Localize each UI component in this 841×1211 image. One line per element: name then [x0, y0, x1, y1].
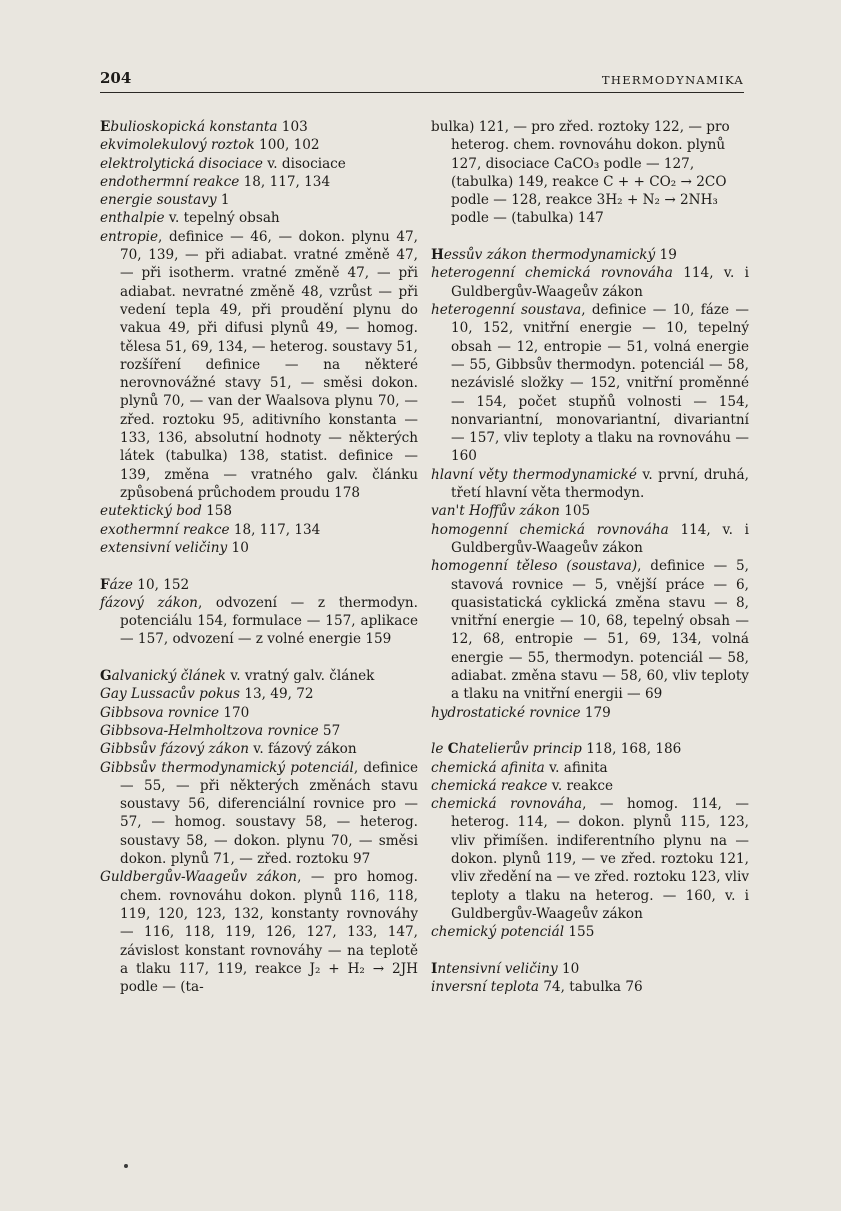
entry-term: fázový zákon [100, 594, 198, 611]
index-entry [100, 136, 418, 154]
index-entry [100, 173, 418, 191]
index-entry [431, 521, 749, 558]
section-gap [431, 228, 749, 246]
entry-term: exothermní reakce [100, 521, 230, 538]
entry-references: 118, 168, 186 [581, 741, 682, 758]
entry-references: 10, 152 [132, 576, 190, 593]
entry-term: bulioskopická konstanta [110, 119, 278, 135]
index-entry [100, 722, 418, 740]
entry-term: chemická rovnováha [431, 796, 583, 813]
entry-references: , definice — 55, — při některých změnách stavu soustavy 56, diferenciální rovnice pro — 57, — homog. soustavy 58, — heterog. soustavy 58, — dokon. plynu 70, — směsi dokon. plynů 71, — zřed. roztoku 97 [120, 759, 418, 868]
index-column-right [431, 118, 749, 997]
section-initial: I [431, 960, 438, 977]
entry-references: v. disociace [262, 155, 346, 172]
entry-references: 18, 117, 134 [229, 521, 321, 538]
entry-term: heterogenní soustava [431, 302, 582, 319]
index-entry [431, 502, 749, 520]
entry-term: Gibbsův thermodynamický potenciál [100, 759, 354, 776]
entry-term: ntensivní veličiny [437, 960, 558, 977]
index-column-left [100, 118, 418, 996]
entry-references: 10 [557, 960, 580, 977]
print-speck [124, 1164, 128, 1168]
entry-term: hlavní věty thermodynamické [431, 466, 637, 483]
index-entry [431, 704, 749, 722]
entry-references: 170 [219, 704, 250, 721]
index-entry [431, 740, 749, 758]
entry-term: chemická afinita [431, 759, 545, 776]
index-entry [431, 557, 749, 703]
entry-references: bulka) 121, — pro zřed. roztoky 122, — pro heterog. chem. rovnováhu dokon. plynů 127, disociace CaCO₃ podle — 127, (tabulka) 149, reakce C + + CO₂ → 2CO podle — 128, reakce 3H₂ + N₂ → 2NH₃ podle — (tabulka) 147 [431, 119, 730, 227]
section-gap [431, 722, 749, 740]
section-initial: G [100, 668, 112, 685]
entry-references: 114, v. i Guldbergův-Waageův zákon [451, 265, 749, 300]
section-initial: H [431, 247, 444, 264]
entry-term: homogenní chemická rovnováha [431, 521, 669, 538]
entry-references: 19 [655, 247, 677, 264]
entry-references: , definice — 5, stavová rovnice — 5, vnější práce — 6, quasistatická cyklická změna stavu — 8, vnitřní energie — 10, 68, tepelný obsah — 12, 68, entropie — 51, 69, 134, volná energie — 55, thermodyn. potenciál — 58, adiabat. změna stavu — 58, 60, vliv teploty a tlaku na vnitřní energii — 69 [451, 558, 749, 703]
index-entry [431, 118, 749, 228]
section-initial: C [447, 741, 459, 758]
entry-term: extensivní veličiny [100, 539, 228, 556]
entry-term: homogenní těleso (soustava) [431, 558, 638, 575]
entry-references: 1 [216, 192, 230, 209]
entry-references: v. tepelný obsah [164, 210, 280, 227]
entry-term: inversní teplota [431, 979, 540, 996]
index-entry [431, 246, 749, 264]
index-entry [100, 759, 418, 869]
entry-term: van't Hoffův zákon [431, 503, 560, 520]
index-entry [100, 539, 418, 557]
entry-term: energie soustavy [100, 192, 217, 209]
index-entry [100, 594, 418, 649]
index-entry [431, 923, 749, 941]
entry-term: Guldbergův-Waageův zákon [100, 869, 298, 886]
running-title: THERMODYNAMIKA [601, 73, 744, 87]
entry-references: 10 [227, 539, 249, 556]
entry-references: 105 [559, 503, 591, 520]
entry-references: , — homog. 114, — heterog. 114, — dokon. plynů 115, 123, vliv přimíšen. indiferentního plynu na — dokon. plynů 119, — ve zřed. roztoku 121, vliv zředění na — ve zřed. roztoku 123, vliv teploty a tlaku na heterog. — 160, v. i Guldbergův-Waageův zákon [451, 796, 749, 922]
entry-references: 74, tabulka 76 [539, 979, 643, 996]
index-entry [100, 521, 418, 539]
section-gap [100, 557, 418, 575]
index-entry [431, 777, 749, 795]
entry-term: hydrostatické rovnice [431, 704, 581, 721]
index-entry [431, 978, 749, 996]
entry-references: v. první, druhá, třetí hlavní věta thermodyn. [451, 466, 749, 502]
index-entry [431, 301, 749, 466]
page-header [100, 66, 744, 93]
entry-references: v. reakce [547, 777, 614, 794]
entry-term: Gibbsova rovnice [100, 704, 219, 721]
entry-term: Gibbsova-Helmholtzova rovnice [100, 722, 319, 739]
entry-references: , odvození — z thermodyn. potenciálu 154, formulace — 157, aplikace — 157, odvození — z volné energie 159 [120, 594, 419, 648]
entry-references: 13, 49, 72 [240, 686, 314, 703]
entry-term: Gibbsův fázový zákon [100, 741, 249, 758]
index-entry [431, 795, 749, 923]
entry-term: essův zákon thermodynamický [443, 247, 656, 264]
entry-references: , definice — 10, fáze — 10, 152, vnitřní energie — 10, tepelný obsah — 12, entropie — 51, volná energie — 55, Gibbsův thermodyn. potenciál — 58, nezávislé složky — 152, vnitřní proměnné — 154, počet stupňů volnosti — 154, nonvariantní, monovariantní, divariantní — 157, vliv teploty a tlaku na rovnováhu — 160 [451, 302, 749, 465]
entry-references: 103 [277, 119, 308, 135]
entry-references: 100, 102 [254, 137, 320, 154]
entry-references: 155 [564, 924, 595, 941]
entry-term: áze [109, 576, 133, 593]
index-entry [100, 155, 418, 173]
section-initial: F [100, 576, 110, 593]
entry-references: , definice — 46, — dokon. plynu 47, 70, 139, — při adiabat. vratné změně 47, — při isotherm. vratné změně 47, — při adiabat. nevratné změně 48, vzrůst — při vedení tepla 49, při proudění plynu do vakua 49, při difusi plynů 49, — homog. tělesa 51, 69, 134, — heterog. soustavy 51, rozšíření definice — na některé nerovnovážné stavy 51, — směsi dokon. plynů 70, — van der Waalsova plynu 70, — zřed. roztoku 95, aditivního konstanta — 133, 136, absolutní hodnoty — některých látek (tabulka) 138, statist. definice — 139, změna — vratného galv. článku způsobená průchodem proudu 178 [120, 228, 418, 501]
entry-term: chemická reakce [431, 777, 548, 794]
index-entry [431, 466, 749, 503]
page-number: 204 [100, 69, 132, 87]
entry-term: ekvimolekulový roztok [100, 137, 255, 154]
entry-prefix: le [431, 741, 448, 758]
section-initial: E [100, 119, 111, 135]
entry-term: alvanický článek [111, 668, 226, 685]
entry-references: v. fázový zákon [248, 741, 357, 758]
index-entry [100, 191, 418, 209]
index-entry [100, 740, 418, 758]
entry-term: hatelierův princip [458, 741, 582, 758]
index-entry [100, 704, 418, 722]
entry-references: 179 [580, 704, 611, 721]
entry-references: v. vratný galv. článek [225, 668, 375, 685]
index-entry [431, 759, 749, 777]
index-entry [100, 502, 418, 520]
entry-references: 114, v. i Guldbergův-Waageův zákon [451, 521, 749, 556]
entry-references: 57 [318, 722, 341, 739]
index-entry [100, 868, 418, 996]
index-entry [431, 264, 749, 301]
entry-term: entropie [100, 228, 159, 245]
entry-references: , — pro homog. chem. rovnováhu dokon. plynů 116, 118, 119, 120, 123, 132, konstanty rovnováhy — 116, 118, 119, 126, 127, 133, 147, závislost konstant rovnováhy — na teplotě a tlaku 117, 119, reakce J₂ + H₂ → 2JH podle — (ta- [120, 869, 418, 996]
entry-references: v. afinita [544, 759, 608, 776]
entry-term: heterogenní chemická rovnováha [431, 265, 673, 282]
index-entry [100, 667, 418, 685]
entry-term: chemický potenciál [431, 924, 565, 941]
index-entry [100, 685, 418, 703]
entry-term: elektrolytická disociace [100, 155, 263, 172]
section-gap [100, 649, 418, 667]
entry-term: enthalpie [100, 210, 165, 227]
entry-term: endothermní reakce [100, 173, 240, 190]
entry-references: 18, 117, 134 [239, 173, 331, 190]
entry-term: eutektický bod [100, 503, 202, 520]
section-gap [431, 942, 749, 960]
index-entry [100, 209, 418, 227]
entry-term: Gay Lussacův pokus [100, 686, 241, 703]
index-entry [100, 576, 418, 594]
entry-references: 158 [201, 503, 233, 520]
index-entry [431, 960, 749, 978]
index-entry [100, 228, 418, 502]
index-entry [100, 118, 418, 136]
